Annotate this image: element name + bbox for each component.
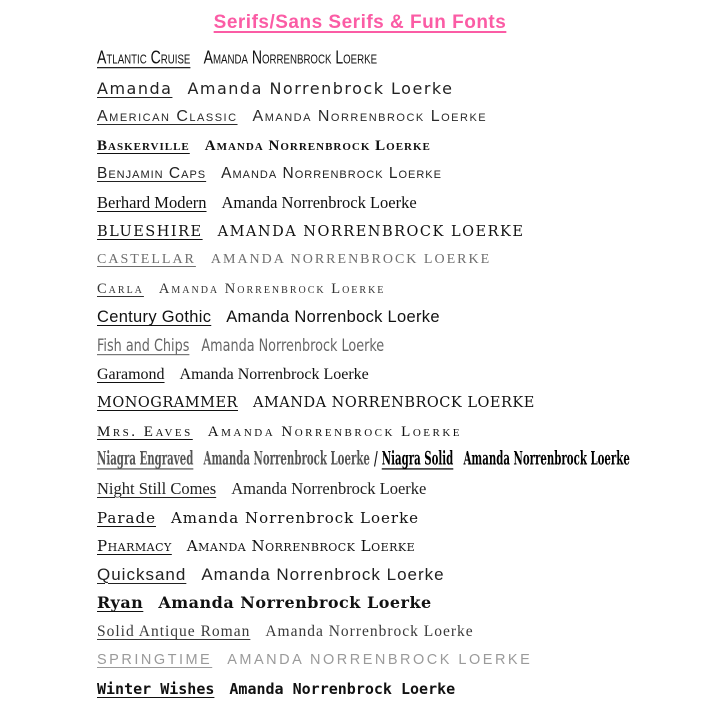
font-sample-text: Amanda Norrenbrock Loerke <box>179 365 369 383</box>
font-name-label: CASTELLAR <box>97 252 196 268</box>
font-name-label: Berhard Modern <box>97 192 207 212</box>
font-sample-text: Amanda Norrenbrock Loerke <box>207 423 462 440</box>
font-row-pharmacy <box>97 532 720 561</box>
font-name-label: Atlantic Cruise <box>97 48 191 69</box>
font-name-label: Mrs. Eaves <box>97 423 193 440</box>
font-row-solid-antique-roman <box>97 618 720 647</box>
font-name-label: MONOGRAMMER <box>97 395 238 412</box>
page-title: Serifs/Sans Serifs & Fun Fonts <box>213 12 507 33</box>
font-name-label: Pharmacy <box>97 537 172 556</box>
font-name-label: Winter Wishes <box>97 680 215 699</box>
font-row-fish-and-chips <box>97 332 720 361</box>
font-list <box>97 46 720 704</box>
font-row-garamond <box>97 361 720 390</box>
font-name-label: Fish and Chips <box>97 334 190 356</box>
font-row-american-classic <box>97 103 720 132</box>
font-sample-text: Amanda Norrenbrock Loerke <box>221 165 442 183</box>
font-row-quicksand <box>97 561 720 590</box>
font-name-label: Niagra Solid <box>381 447 454 470</box>
separator-slash: / <box>373 447 378 470</box>
font-row-castellar <box>97 246 720 275</box>
font-name-label: Quicksand <box>97 564 187 584</box>
font-name-label: Century Gothic <box>97 308 212 327</box>
font-sample-text: Amanda Norrenbrock Loerke <box>170 508 420 527</box>
font-sample-text: Amanda Norrenbrock Loerke <box>204 137 431 154</box>
font-row-winter-wishes <box>97 675 720 704</box>
font-sample-text: Amanda Norrenbrock Loerke <box>203 48 378 69</box>
font-sample-text: Amanda Norrenbrock Loerke <box>463 447 630 470</box>
font-sample-text: Amanda Norrenbock Loerke <box>226 308 440 327</box>
font-name-label: Parade <box>97 508 156 527</box>
font-name-label: American Classic <box>97 108 238 126</box>
font-sample-text: Amanda Norrenbrock Loerke <box>203 447 370 470</box>
font-row-monogrammer <box>97 389 720 418</box>
font-name-label: BLUESHIRE <box>97 223 203 240</box>
font-sample-text: Amanda Norrenbrock Loerke <box>265 622 474 640</box>
font-name-label: Baskerville <box>97 137 190 154</box>
font-sample-text: AMANDA NORRENBROCK LOERKE <box>217 223 525 240</box>
font-name-label: Night Still Comes <box>97 478 217 498</box>
font-name-label: Garamond <box>97 365 165 383</box>
font-name-label: Benjamin Caps <box>97 165 207 183</box>
font-sample-text: Amanda Norrenbrock Loerke <box>252 108 488 126</box>
font-name-label: Niagra Engraved <box>97 447 194 470</box>
font-row-berhard-modern <box>97 189 720 218</box>
font-row-springtime <box>97 646 720 675</box>
font-row-night-still-comes <box>97 475 720 504</box>
font-sample-text: AMANDA NORRENBROCK LOERKE <box>210 252 492 268</box>
font-row-century-gothic <box>97 303 720 332</box>
font-sample-text: Amanda Norrenbrock Loerke <box>231 478 427 498</box>
font-name-label: SPRINGTIME <box>97 652 213 669</box>
font-sample-text: Amanda Norrenbrock Loerke <box>186 537 416 556</box>
font-row-benjamin-caps <box>97 160 720 189</box>
font-row-ryan <box>97 589 720 618</box>
font-row-blueshire <box>97 218 720 247</box>
font-row-amanda <box>97 75 720 104</box>
font-sample-text: Amanda Norrenbrock Loerke <box>187 78 454 98</box>
font-row-parade <box>97 504 720 533</box>
font-name-label: Amanda <box>97 78 173 98</box>
font-name-label: Carla <box>97 280 144 297</box>
font-row-baskerville <box>97 132 720 161</box>
font-sample-text: Amanda Norrenbrock Loerke <box>221 192 417 212</box>
font-sample-text: Amanda Norrenbrock Loerke <box>201 564 445 584</box>
font-sample-text: AMANDA NORRENBROCK LOERKE <box>252 395 535 412</box>
font-row-niagra <box>97 446 720 475</box>
font-sample-text: Amanda Norrenbrock Loerke <box>158 593 432 613</box>
font-name-label: Ryan <box>97 593 144 613</box>
font-sample-text: Amanda Norrenbrock Loerke <box>201 334 385 356</box>
font-sample-text: Amanda Norrenbrock Loerke <box>158 280 386 297</box>
font-row-carla <box>97 275 720 304</box>
font-sample-text: Amanda Norrenbrock Loerke <box>229 680 456 699</box>
font-row-atlantic-cruise <box>97 46 720 75</box>
font-name-label: Solid Antique Roman <box>97 622 251 640</box>
font-sample-text: AMANDA NORRENBROCK LOERKE <box>227 652 533 669</box>
